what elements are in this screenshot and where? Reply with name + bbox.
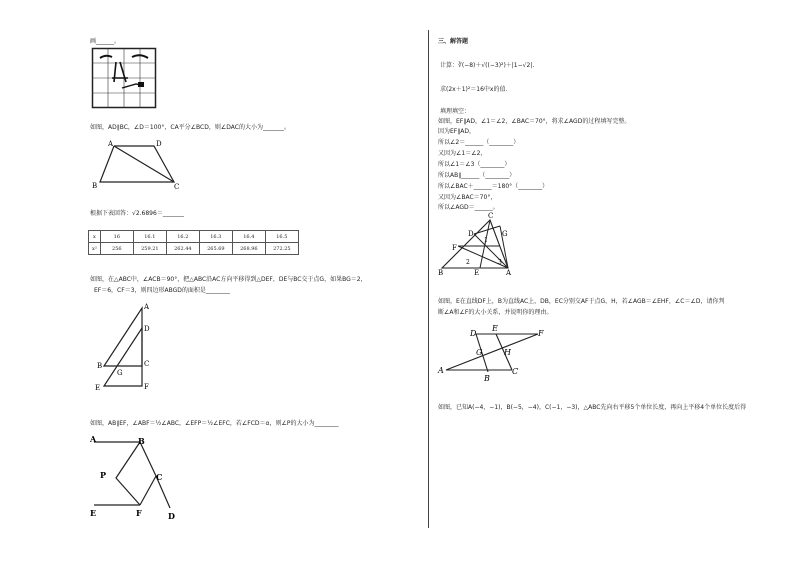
- pent-label-b: B: [138, 436, 145, 446]
- tri-label-g: G: [117, 369, 123, 377]
- table-cell: 16.4: [232, 231, 265, 243]
- table-cell: 16.1: [133, 231, 166, 243]
- fill-line: 如图，EF∥AD，∠1＝∠2，∠BAC＝70°，将求∠AGD的过程填写完整。: [438, 118, 631, 125]
- rt-label-e: E: [474, 269, 480, 277]
- pent-label-p: P: [100, 470, 107, 480]
- table-row: [89, 243, 299, 255]
- question-top-fill: 画______。: [90, 38, 121, 45]
- fill-title: 填理填空：: [440, 108, 471, 115]
- section-heading: 三、解答题: [438, 38, 469, 45]
- tri-label-b: B: [97, 362, 103, 370]
- question-sqrt-table: 根据下表回答：√2.6896＝_______: [90, 210, 184, 217]
- fill-line: 所以∠AGD＝______。: [438, 204, 499, 211]
- fill-line: 所以∠1＝∠3（________）: [438, 161, 511, 168]
- question-translation-line1: 如图，在△ABC中，∠ACB＝90°，把△ABC沿AC方向平移得到△DEF，DE与BC交于点G，如果BG＝2，: [90, 276, 367, 283]
- rt-label-1: 1: [484, 237, 488, 244]
- table-cell: 16.2: [166, 231, 199, 243]
- table-cell: 272.25: [265, 243, 298, 255]
- pent-label-d: D: [168, 511, 175, 521]
- pent-label-c: C: [156, 472, 163, 482]
- table-cell: 262.44: [166, 243, 199, 255]
- table-row: [89, 231, 299, 243]
- table-cell: 268.96: [232, 243, 265, 255]
- rt-label-a: A: [506, 269, 512, 277]
- para-label-h: H: [504, 348, 511, 357]
- fill-line: 因为EF∥AD，: [438, 128, 475, 135]
- table-cell: 16: [100, 231, 133, 243]
- rt-label-2: 2: [466, 259, 470, 266]
- crossing-lines-figure: [438, 324, 548, 382]
- fill-line: 又因为∠BAC＝70°，: [438, 194, 497, 201]
- table-cell: x²: [89, 243, 101, 255]
- table-cell: 16.5: [265, 231, 298, 243]
- fill-line: 所以∠2＝______（________）: [438, 139, 520, 146]
- trap-label-b: B: [92, 182, 98, 190]
- table-cell: 256: [100, 243, 133, 255]
- square-table: [88, 230, 299, 255]
- question-translation-line2: EF＝6，CF＝3，则四边形ABGD的面积是________: [94, 287, 230, 294]
- tri-label-f: F: [144, 383, 149, 391]
- trap-label-c: C: [174, 183, 180, 191]
- tri-label-c: C: [144, 360, 150, 368]
- question-angle-relation-line2: 断∠A和∠F的大小关系，并说明你的理由。: [438, 309, 553, 316]
- tri-label-d: D: [144, 325, 150, 333]
- para-label-e: E: [492, 324, 498, 333]
- translated-triangles-figure: [92, 300, 162, 395]
- para-label-a: A: [438, 366, 444, 375]
- para-label-b: B: [484, 374, 490, 383]
- trapezoid-figure: [92, 140, 182, 190]
- question-solve: 求(2x＋1)²＝16中x的值．: [440, 86, 512, 93]
- question-parallel-angle: 如图，AB∥EF，∠ABF＝½∠ABC，∠EFP＝½∠EFC，若∠FCD＝α，则∠P的大小为________: [90, 420, 339, 427]
- fill-line: 所以∠BAC＋______＝180°（________）: [438, 183, 549, 190]
- rt-label-d: D: [468, 230, 474, 238]
- para-label-g: G: [476, 348, 483, 357]
- tri-label-a: A: [144, 303, 150, 311]
- table-cell: 259.21: [133, 243, 166, 255]
- question-coordinate-translation: 如图，已知A(−4，−1)，B(−5，−4)，C(−1，−3)，△ABC先向右平移5个单位长度，再向上平移4个单位长度后得: [438, 404, 747, 411]
- para-label-c: C: [512, 367, 519, 376]
- question-calc: 计算：∛(−8)＋√((−3)²)＋|1−√2|.: [440, 62, 535, 69]
- pent-label-a: A: [90, 434, 97, 444]
- pent-label-f: F: [136, 508, 142, 518]
- parallel-lines-figure: [88, 432, 188, 520]
- triangle-parallel-figure: [436, 212, 518, 276]
- rt-label-f: F: [452, 244, 457, 252]
- fill-line: 所以AB∥______（________）: [438, 172, 516, 179]
- trap-label-a: A: [108, 140, 114, 148]
- table-cell: 16.3: [199, 231, 232, 243]
- trap-label-d: D: [156, 140, 162, 148]
- rt-label-g: G: [502, 230, 508, 238]
- rt-label-c: C: [488, 212, 494, 220]
- rt-label-3: 3: [498, 259, 502, 266]
- fill-line: 又因为∠1＝∠2，: [438, 150, 487, 157]
- para-label-f: F: [538, 329, 544, 338]
- question-trapezoid-angle: 如图，AD∥BC，∠D＝100°，CA平分∠BCD，则∠DAC的大小为_______。: [90, 124, 290, 131]
- table-cell: 265.69: [199, 243, 232, 255]
- rt-label-b: B: [438, 269, 444, 277]
- pent-label-e: E: [90, 508, 97, 518]
- table-cell: x: [89, 231, 101, 243]
- column-divider: [428, 30, 429, 528]
- para-label-d: D: [470, 329, 477, 338]
- character-grid-figure: [92, 48, 156, 108]
- question-angle-relation-line1: 如图，E在直线DF上，B为直线AC上，DB，EC分别交AF于点G，H，若∠AGB＝∠EHF，∠C＝∠D，请你判: [438, 298, 725, 305]
- tri-label-e: E: [95, 384, 101, 392]
